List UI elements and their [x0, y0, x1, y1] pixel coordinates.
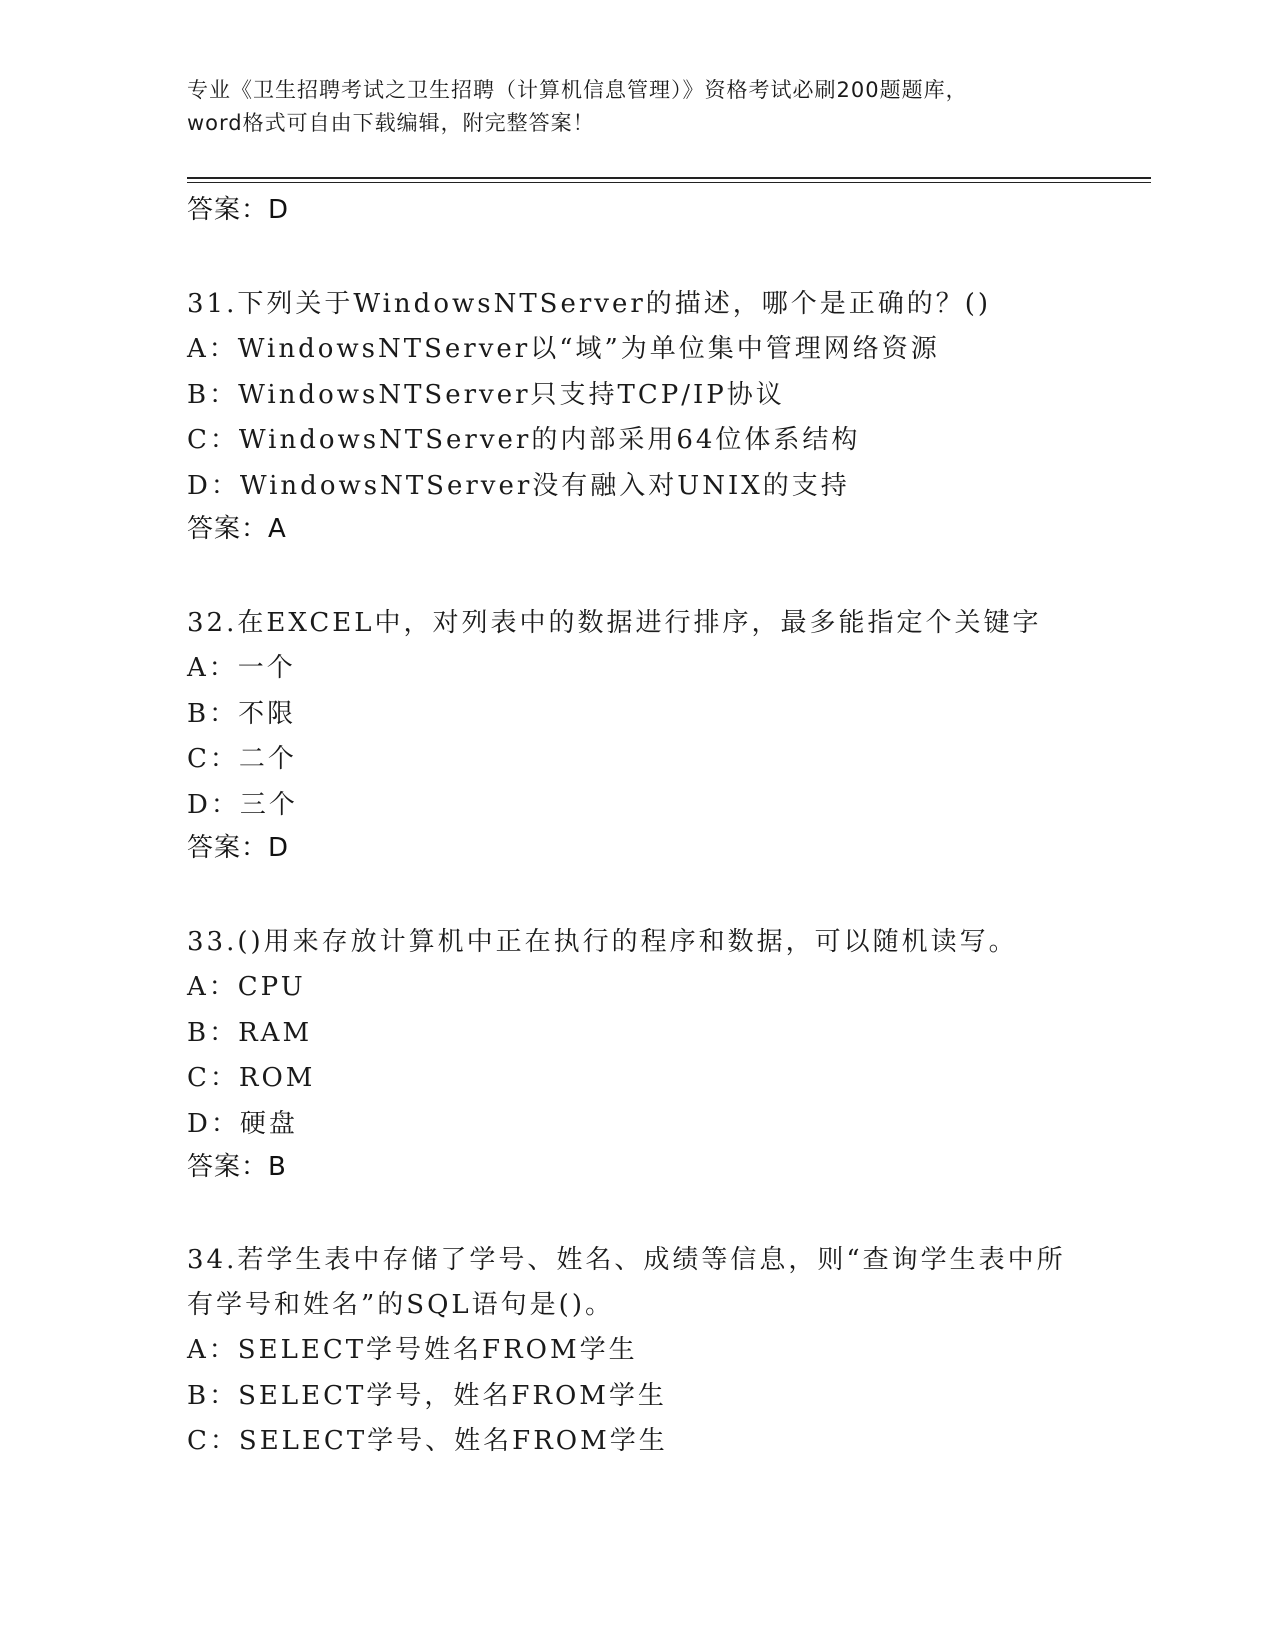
question-block: [187, 281, 1127, 549]
option-a: A：SELECT学号姓名FROM学生: [187, 1335, 638, 1365]
document-header: [187, 74, 1087, 140]
answer-line: 答案：B: [187, 1152, 287, 1182]
header-rule-thin: [187, 182, 1151, 183]
option-a: A：WindowsNTServer以“域”为单位集中管理网络资源: [187, 334, 940, 364]
answer-line: 答案：D: [187, 195, 290, 225]
spacer: [187, 1187, 1127, 1238]
option-c: C：WindowsNTServer的内部采用64位体系结构: [187, 425, 861, 455]
question-list: [187, 190, 1127, 1465]
option-c: C：SELECT学号、姓名FROM学生: [187, 1426, 668, 1456]
spacer: [187, 868, 1127, 919]
option-b: B：RAM: [187, 1017, 313, 1048]
option-c: C：二个: [187, 744, 297, 774]
question-text: 32.在EXCEL中，对列表中的数据进行排序，最多能指定个关键字: [187, 608, 1042, 638]
option-d: D：硬盘: [187, 1108, 298, 1139]
option-b: B：WindowsNTServer只支持TCP/IP协议: [187, 379, 785, 410]
option-d: D：三个: [187, 789, 298, 820]
question-text: 31.下列关于WindowsNTServer的描述，哪个是正确的？(): [187, 289, 992, 319]
header-line-1: 专业《卫生招聘考试之卫生招聘（计算机信息管理）》资格考试必刷200题题库，: [187, 78, 968, 102]
option-b: B：SELECT学号，姓名FROM学生: [187, 1380, 667, 1411]
answer-line: 答案：A: [187, 514, 287, 544]
option-a: A：CPU: [187, 972, 306, 1002]
question-block: [187, 919, 1127, 1187]
option-d: D：WindowsNTServer没有融入对UNIX的支持: [187, 470, 850, 501]
option-c: C：ROM: [187, 1063, 316, 1093]
header-line-2: word格式可自由下载编辑，附完整答案！: [187, 111, 595, 135]
option-a: A：一个: [187, 653, 296, 683]
question-text-line-1: 34.若学生表中存储了学号、姓名、成绩等信息，则“查询学生表中所: [187, 1245, 1066, 1275]
question-text-line-2: 有学号和姓名”的SQL语句是()。: [187, 1290, 614, 1320]
option-b: B：不限: [187, 698, 297, 729]
question-text: 33.()用来存放计算机中正在执行的程序和数据，可以随机读写。: [187, 927, 1018, 957]
header-rule-thick: [187, 177, 1151, 179]
spacer: [187, 230, 1127, 281]
question-block: [187, 1238, 1127, 1465]
question-block: [187, 600, 1127, 868]
spacer: [187, 549, 1127, 600]
answer-line: 答案：D: [187, 833, 290, 863]
